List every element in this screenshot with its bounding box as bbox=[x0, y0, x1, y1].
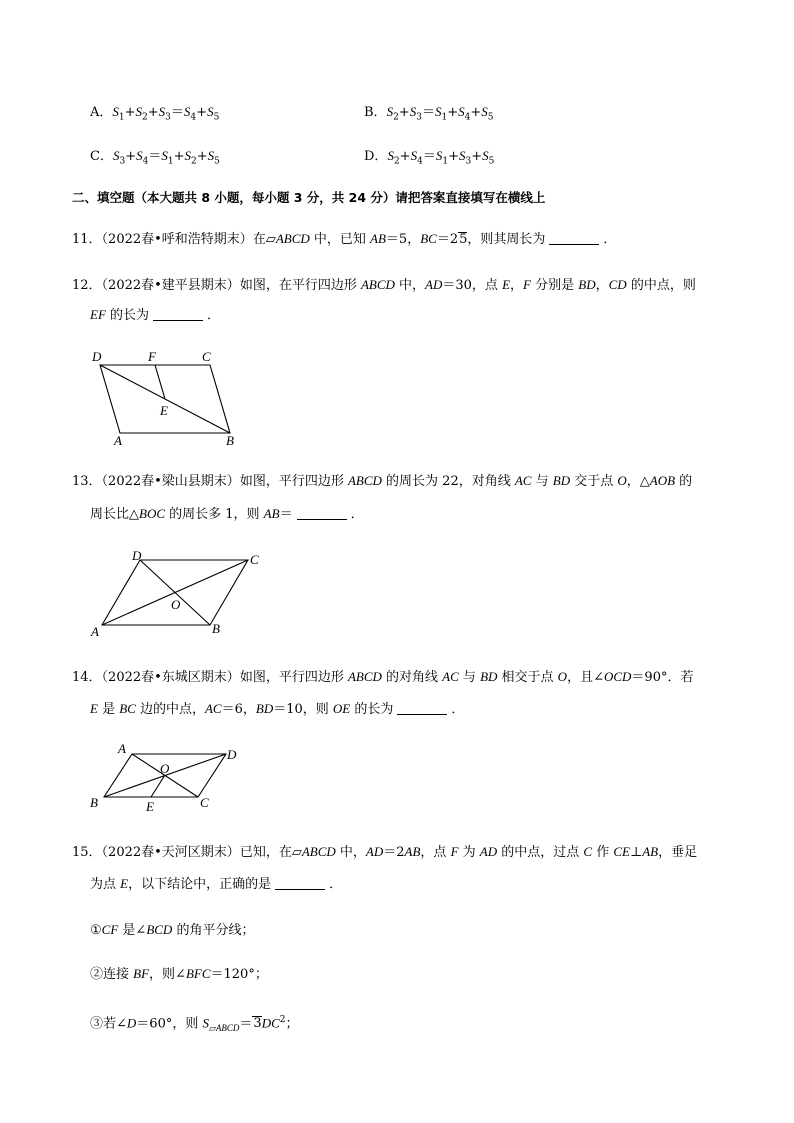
section-title: 二、填空题（本大题共 8 小题，每小题 3 分，共 24 分）请把答案直接填写在横线上 bbox=[72, 190, 546, 205]
q15-number: 15． bbox=[72, 845, 102, 860]
q15-answer-blank[interactable] bbox=[275, 877, 325, 890]
fig14-label-a: A bbox=[118, 742, 126, 756]
q15-statement-2: ②连接 BF，则∠BFC＝120°； bbox=[90, 966, 268, 982]
q13-number: 13． bbox=[72, 474, 102, 489]
question-14-line1: 14．（2022春•东城区期末）如图，平行四边形 ABCD 的对角线 AC 与 BD 相交于点 O，且∠OCD＝90°．若 bbox=[72, 669, 694, 685]
fig14-label-d: D bbox=[227, 747, 237, 762]
fig14-label-o: O bbox=[160, 761, 170, 776]
fig12-label-b: B bbox=[226, 433, 234, 448]
fig14-label-e: E bbox=[146, 799, 154, 814]
option-d: D．$S_2+S_4=S_1+S_3+S_5$ bbox=[364, 148, 495, 167]
question-15-line1: 15．（2022春•天河区期末）已知，在▱ABCD 中，AD＝2AB，点 F 为 AD 的中点，过点 C 作 CE⊥AB，垂足 bbox=[72, 844, 698, 860]
question-14-line2: E 是 BC 边的中点，AC＝6，BD＝10，则 OE 的长为 ． bbox=[90, 701, 465, 717]
fig12-label-a: A bbox=[114, 433, 122, 448]
fig13-label-c: C bbox=[250, 552, 259, 567]
option-a: A．$S_1+S_2+S_3=S_4+S_5$ bbox=[90, 104, 220, 123]
fig14-label-b: B bbox=[90, 795, 98, 810]
fig13-diagonal-bd bbox=[140, 560, 210, 625]
fig13-label-a: A bbox=[91, 624, 99, 639]
question-13-line1: 13．（2022春•梁山县期末）如图，平行四边形 ABCD 的周长为 22，对角线 AC 与 BD 交于点 O，△AOB 的 bbox=[72, 473, 693, 489]
q11-source: （2022春•呼和浩特期末） bbox=[101, 232, 253, 247]
option-b: B．$S_2+S_3=S_1+S_4+S_5$ bbox=[364, 104, 494, 123]
q12-answer-blank[interactable] bbox=[153, 308, 203, 321]
question-12-line2: EF 的长为 ． bbox=[90, 307, 221, 323]
fig13-label-o: O bbox=[171, 597, 181, 612]
question-12-line1: 12．（2022春•建平县期末）如图，在平行四边形 ABCD 中，AD＝30，点 E，F 分别是 BD，CD 的中点，则 bbox=[72, 277, 696, 293]
q11-answer-blank[interactable] bbox=[549, 232, 599, 245]
figure-13 bbox=[88, 548, 268, 640]
question-11: 11．（2022春•呼和浩特期末）在▱ABCD 中，已知 AB＝5，BC＝25，则其周长为 ． bbox=[72, 231, 617, 247]
q15-statement-3: ③若∠D＝60°，则 $S_{▱ABCD}=3DC^2$； bbox=[90, 1015, 299, 1034]
fig14-label-c: C bbox=[200, 795, 209, 810]
q14-number: 14． bbox=[72, 670, 102, 685]
q12-number: 12． bbox=[72, 278, 102, 293]
fig12-label-d: D bbox=[92, 349, 102, 364]
figure-14 bbox=[86, 742, 246, 814]
q14-answer-blank[interactable] bbox=[397, 702, 447, 715]
figure-12 bbox=[88, 345, 248, 450]
q11-number: 11． bbox=[72, 232, 102, 247]
question-13-line2: 周长比△BOC 的周长多 1，则 AB＝ ． bbox=[90, 506, 364, 522]
fig12-label-f: F bbox=[148, 349, 156, 364]
question-15-line2: 为点 E，以下结论中，正确的是 ． bbox=[90, 876, 343, 892]
q13-answer-blank[interactable] bbox=[297, 507, 347, 520]
fig13-label-d: D bbox=[132, 548, 142, 563]
option-c: C．$S_3+S_4=S_1+S_2+S_5$ bbox=[90, 148, 220, 167]
q15-source: （2022春•天河区期末） bbox=[101, 845, 240, 860]
fig13-label-b: B bbox=[212, 621, 220, 636]
q14-source: （2022春•东城区期末） bbox=[101, 670, 240, 685]
fig12-label-e: E bbox=[160, 403, 168, 418]
q12-source: （2022春•建平县期末） bbox=[101, 278, 240, 293]
fig12-segment-ef bbox=[155, 365, 165, 399]
q13-source: （2022春•梁山县期末） bbox=[101, 474, 240, 489]
q15-statement-1: ①CF 是∠BCD 的角平分线； bbox=[90, 922, 255, 938]
fig12-label-c: C bbox=[202, 349, 211, 364]
